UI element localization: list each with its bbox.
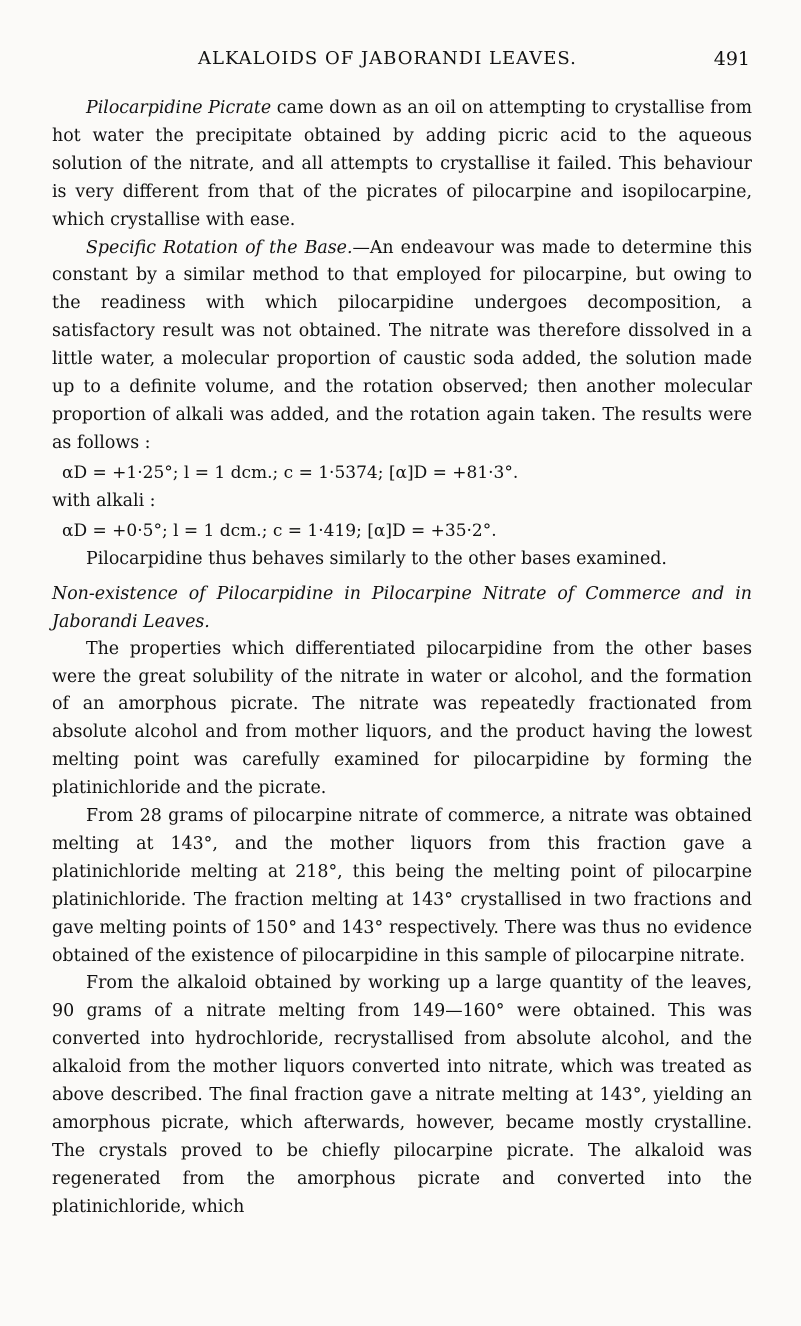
paragraph-properties: The properties which differentiated pilocarpidine from the other bases were the great solubility of the nitrate in water or alcohol, and the formation of an amorphous picrate. The nitrate was repeatedly fractionated from absolute alcohol and from mother liquors, and the product having the lowest melting point was carefully examined for pilocarpidine by forming the platinichloride and the picrate. <box>52 638 752 799</box>
paragraph-lead: Pilocarpidine Picrate <box>86 98 272 118</box>
paragraph-leaves-alkaloid: From the alkaloid obtained by working up a large quantity of the leaves, 90 grams of a nitrate melting from 149—160° were obtained. This was converted into hydrochloride, recrystallised from absolute alcohol, and the alkaloid from the mother liquors converted into nitrate, which was treated as above described. The final fraction gave a nitrate melting at 143°, yielding an amorphous picrate, which afterwards, however, became mostly crystalline. The crystals proved to be chiefly pilocarpine picrate. The alkaloid was regenerated from the amorphous picrate and converted into the platinichloride, which <box>52 973 752 1217</box>
running-head: ALKALOIDS OF JABORANDI LEAVES. <box>198 48 577 69</box>
page-number: 491 <box>713 48 750 70</box>
rotation-formula-1: αD = +1·25°; l = 1 dcm.; c = 1·5374; [α]D = +81·3°. <box>62 462 519 483</box>
paragraph-conclusion: Pilocarpidine thus behaves similarly to the other bases examined. <box>86 548 667 569</box>
paragraph-specific-rotation <box>52 235 752 458</box>
paragraph-commerce-sample: From 28 grams of pilocarpine nitrate of commerce, a nitrate was obtained melting at 143°, and the mother liquors from this fraction gave a platinichloride melting at 218°, this being the melting point of pilocarpine platinichloride. The fraction melting at 143° crystallised in two fractions and gave melting points of 150° and 143° respectively. There was thus no evidence obtained of the existence of pilocarpidine in this sample of pilocarpine nitrate. <box>52 806 752 966</box>
section-title: Non-existence of Pilocarpidine in Pilocarpine Nitrate of Commerce and in Jaborandi Leaves. <box>52 583 752 632</box>
with-alkali-label: with alkali : <box>52 490 156 511</box>
paragraph-picrate <box>52 95 752 235</box>
paragraph-text: came down as an oil on attempting to crystallise from hot water the precipitate obtained by adding picric acid to the aqueous solution of the nitrate, and all attempts to crystallise it failed. This behaviour is very different from that of the picrates of pilocarpine and isopilocarpine, which crystallise with ease. <box>52 98 752 230</box>
paragraph-text: —An endeavour was made to determine this constant by a similar method to that employed for pilocarpine, but owing to the readiness with which pilocarpidine undergoes decomposition, a satisfactory result was not obtained. The nitrate was therefore dissolved in a little water, a molecular proportion of caustic soda added, the solution made up to a definite volume, and the rotation observed; then another molecular proportion of alkali was added, and the rotation again taken. The results were as follows : <box>52 237 752 453</box>
rotation-formula-2: αD = +0·5°; l = 1 dcm.; c = 1·419; [α]D = +35·2°. <box>62 520 497 541</box>
paragraph-lead: Specific Rotation of the Base. <box>86 237 353 258</box>
body-text <box>52 95 752 1222</box>
page-header <box>58 48 750 76</box>
